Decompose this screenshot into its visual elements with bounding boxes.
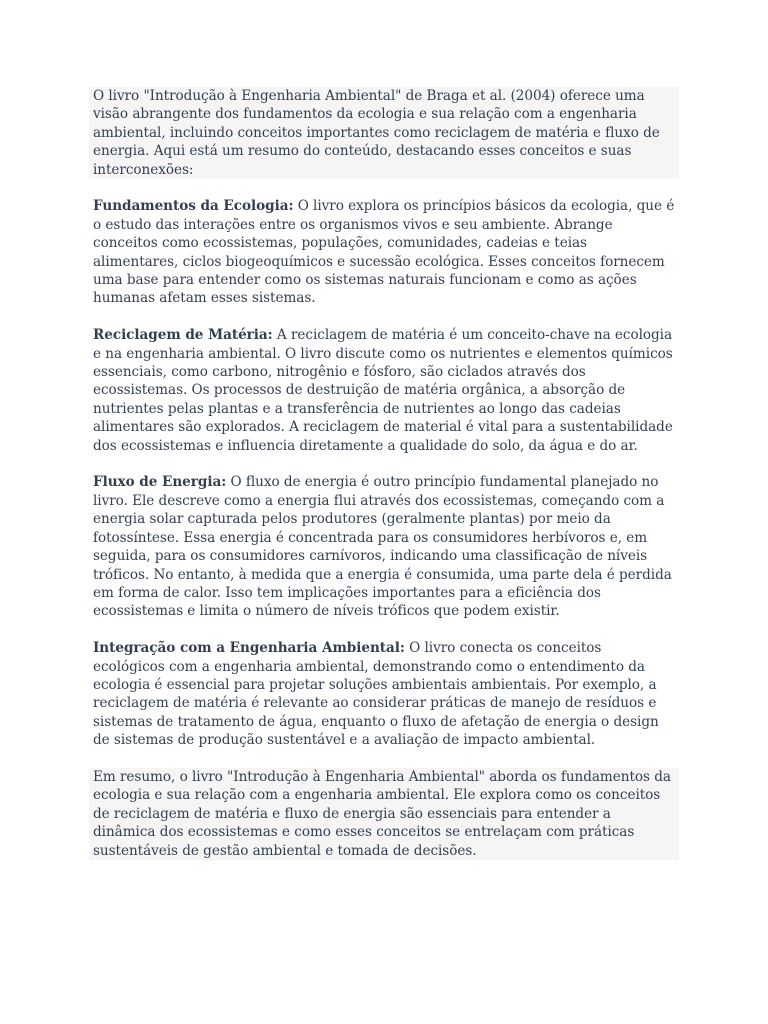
- section-energy-paragraph: [89, 473, 679, 620]
- paragraph-spacer: [89, 179, 679, 197]
- section-matter-text: A reciclagem de matéria é um conceito-chave na ecologia e na engenharia ambiental. O livro discute como os nutrientes e elementos químicos essenciais, como carbono, nitrogênio e fósforo, são ciclados através dos ecossistemas. Os processos de destruição de matéria orgânica, a absorção de nutrientes pelas plantas e a transferência de nutrientes ao longo das cadeias alimentares são explorados. A reciclagem de material é vital para a sustentabilidade dos ecossistemas e influencia diretamente a qualidade do solo, da água e do ar.: [93, 327, 673, 454]
- section-ecology-paragraph: [89, 197, 679, 307]
- document-page: [89, 87, 679, 860]
- section-ecology-term: Fundamentos da Ecologia:: [93, 198, 294, 215]
- section-energy-term: Fluxo de Energia:: [93, 474, 227, 491]
- section-integration-term: Integração com a Engenharia Ambiental:: [93, 640, 405, 657]
- section-matter-term: Reciclagem de Matéria:: [93, 327, 273, 344]
- paragraph-spacer: [89, 750, 679, 768]
- intro-paragraph: O livro "Introdução à Engenharia Ambiental" de Braga et al. (2004) oferece uma visão abrangente dos fundamentos da ecologia e sua relação com a engenharia ambiental, incluindo conceitos importantes como reciclagem de matéria e fluxo de energia. Aqui está um resumo do conteúdo, destacando esses conceitos e suas interconexões:: [89, 87, 679, 179]
- summary-paragraph: Em resumo, o livro "Introdução à Engenharia Ambiental" aborda os fundamentos da ecologia e sua relação com a engenharia ambiental. Ele explora como os conceitos de reciclagem de matéria e fluxo de energia são essenciais para entender a dinâmica dos ecossistemas e como esses conceitos se entrelaçam com práticas sustentáveis de gestão ambiental e tomada de decisões.: [89, 768, 679, 860]
- paragraph-spacer: [89, 308, 679, 326]
- section-energy-text: O fluxo de energia é outro princípio fundamental planejado no livro. Ele descreve como a energia flui através dos ecossistemas, começando com a energia solar capturada pelos produtores (geralmente plantas) por meio da fotossíntese. Essa energia é concentrada para os consumidores herbívoros e, em seguida, para os consumidores carnívoros, indicando uma classificação de níveis tróficos. No entanto, à medida que a energia é consumida, uma parte dela é perdida em forma de calor. Isso tem implicações importantes para a eficiência dos ecossistemas e limita o número de níveis tróficos que podem existir.: [93, 474, 672, 620]
- section-integration-text: O livro conecta os conceitos ecológicos com a engenharia ambiental, demonstrando como o entendimento da ecologia é essencial para projetar soluções ambientais ambientais. Por exemplo, a reciclagem de matéria é relevante ao considerar práticas de manejo de resíduos e sistemas de tratamento de água, enquanto o fluxo de afetação de energia o design de sistemas de produção sustentável e a avaliação de impacto ambiental.: [93, 640, 659, 749]
- section-matter-paragraph: [89, 326, 679, 455]
- section-ecology-text: O livro explora os princípios básicos da ecologia, que é o estudo das interações entre os organismos vivos e seu ambiente. Abrange conceitos como ecossistemas, populações, comunidades, cadeias e teias alimentares, ciclos biogeoquímicos e sucessão ecológica. Esses conceitos fornecem uma base para entender como os sistemas naturais funcionam e como as ações humanas afetam esses sistemas.: [93, 198, 675, 307]
- section-integration-paragraph: [89, 639, 679, 749]
- paragraph-spacer: [89, 455, 679, 473]
- paragraph-spacer: [89, 621, 679, 639]
